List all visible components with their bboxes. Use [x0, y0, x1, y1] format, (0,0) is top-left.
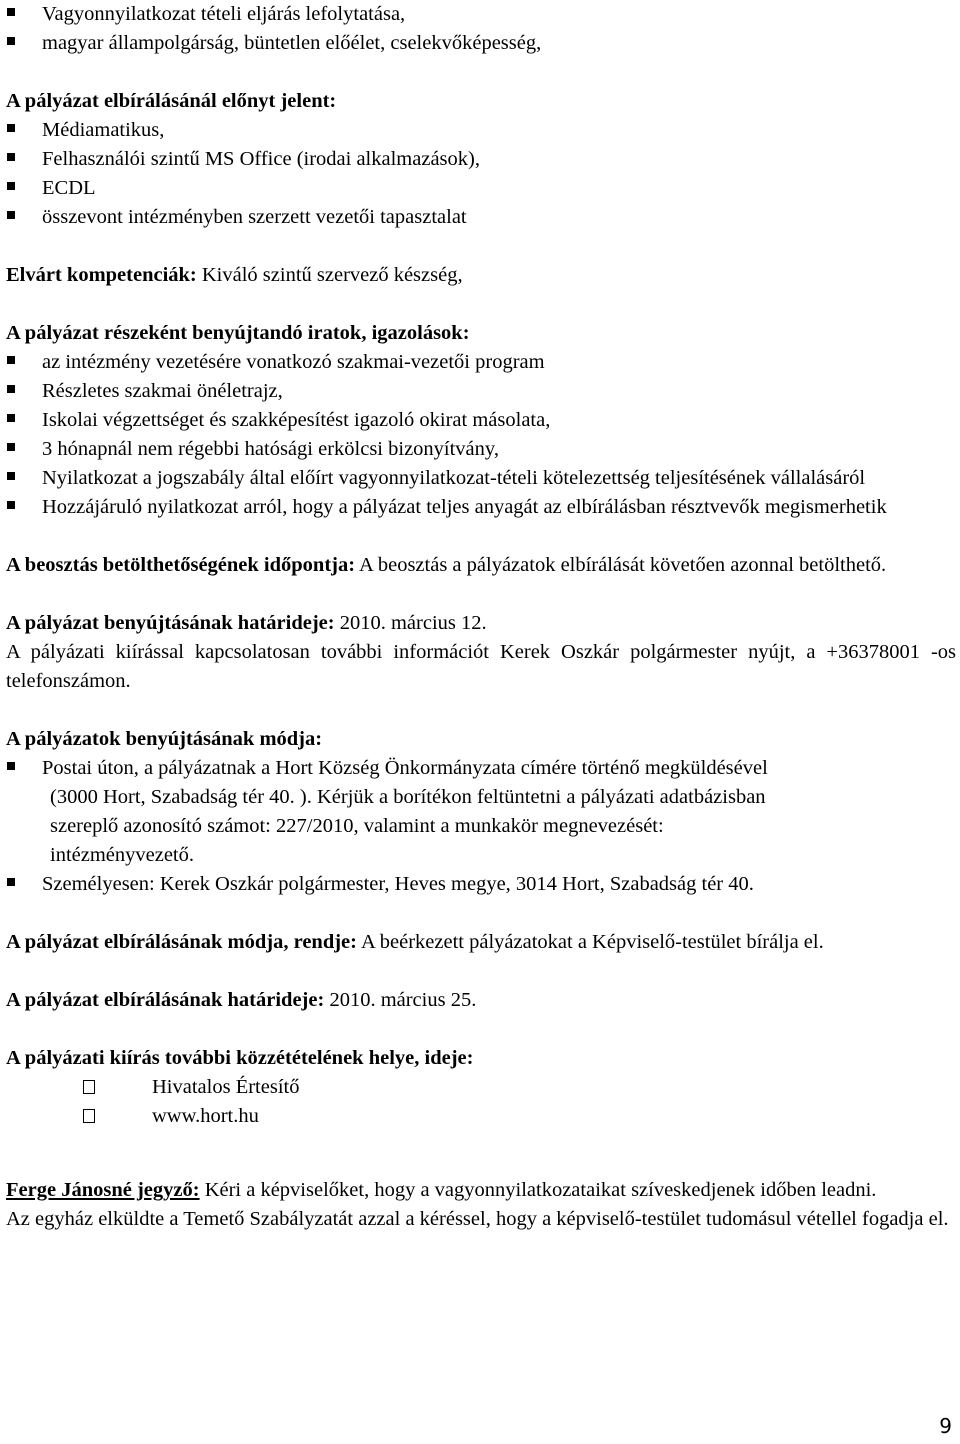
- list-item: Részletes szakmai önéletrajz,: [6, 377, 956, 406]
- list-item: Vagyonnyilatkozat tételi eljárás lefolytatása,: [6, 0, 956, 29]
- bullet-square-icon: [7, 443, 15, 451]
- list-item: összevont intézményben szerzett vezetői tapasztalat: [6, 203, 956, 232]
- notary-paragraph: Ferge Jánosné jegyző: Kéri a képviselőket, hogy a vagyonnyilatkozataikat szíveskedjenek időben leadni.: [6, 1179, 877, 1201]
- bullet-square-icon: [7, 501, 15, 509]
- list-item: 3 hónapnál nem régebbi hatósági erkölcsi bizonyítvány,: [6, 435, 956, 464]
- checkbox-square-icon: [83, 1109, 95, 1123]
- bullet-square-icon: [7, 414, 15, 422]
- bullet-square-icon: [7, 356, 15, 364]
- list-item: www.hort.hu: [6, 1102, 956, 1131]
- page-number: 9: [939, 1414, 952, 1438]
- list-item: ECDL: [6, 174, 956, 203]
- bullet-square-icon: [7, 124, 15, 132]
- competencies-label: Elvárt kompetenciák:: [6, 264, 197, 286]
- deadline-label: A pályázat benyújtásának határideje:: [6, 612, 335, 634]
- documents-heading: A pályázat részeként benyújtandó iratok, igazolások:: [6, 322, 470, 344]
- bullet-square-icon: [7, 8, 15, 16]
- list-item: Postai úton, a pályázatnak a Hort Község Önkormányzata címére történő megküldésével (3000 Hort, Szabadság tér 40. ). Kérjük a borítékon feltüntetni a pályázati adatbázisban szereplő azonosító számot: 227/2010, valamint a munkakör megnevezését: intézményvezető.: [6, 754, 956, 870]
- list-item: Hivatalos Értesítő: [6, 1073, 956, 1102]
- submission-heading: A pályázatok benyújtásának módja:: [6, 728, 323, 750]
- church-paragraph: Az egyház elküldte a Temető Szabályzatát azzal a kéréssel, hogy a képviselő-testület tudomásul vétellel fogadja el.: [6, 1208, 949, 1230]
- evaluation-label: A pályázat elbírálásának módja, rendje:: [6, 931, 357, 953]
- list-item: Felhasználói szintű MS Office (irodai alkalmazások),: [6, 145, 956, 174]
- bullet-square-icon: [7, 385, 15, 393]
- bullet-square-icon: [7, 182, 15, 190]
- deadline-paragraph: A pályázat benyújtásának határideje: 2010. március 12.: [6, 612, 487, 634]
- advantage-heading: A pályázat elbírálásánál előnyt jelent:: [6, 90, 337, 112]
- start-date-label: A beosztás betölthetőségének időpontja:: [6, 554, 356, 576]
- eval-deadline-label: A pályázat elbírálásának határideje:: [6, 989, 325, 1011]
- list-item: az intézmény vezetésére vonatkozó szakmai-vezetői program: [6, 348, 956, 377]
- bullet-square-icon: [7, 37, 15, 45]
- list-item: Médiamatikus,: [6, 116, 956, 145]
- notary-label: Ferge Jánosné jegyző:: [6, 1179, 200, 1201]
- checkbox-square-icon: [83, 1080, 95, 1094]
- document-page: [6, 0, 956, 1234]
- bullet-square-icon: [7, 472, 15, 480]
- list-item: Hozzájáruló nyilatkozat arról, hogy a pályázat teljes anyagát az elbírálásban résztvevők megismerhetik: [6, 493, 956, 522]
- eval-deadline-paragraph: A pályázat elbírálásának határideje: 2010. március 25.: [6, 989, 477, 1011]
- list-item: Iskolai végzettséget és szakképesítést igazoló okirat másolata,: [6, 406, 956, 435]
- info-paragraph: A pályázati kiírással kapcsolatosan további információt Kerek Oszkár polgármester nyújt, a +36378001 -os telefonszámon.: [6, 641, 956, 692]
- bullet-square-icon: [7, 762, 15, 770]
- bullet-square-icon: [7, 878, 15, 886]
- evaluation-paragraph: A pályázat elbírálásának módja, rendje: A beérkezett pályázatokat a Képviselő-testület bírálja el.: [6, 931, 824, 953]
- list-item: magyar állampolgárság, büntetlen előélet, cselekvőképesség,: [6, 29, 956, 58]
- list-item: Személyesen: Kerek Oszkár polgármester, Heves megye, 3014 Hort, Szabadság tér 40.: [6, 870, 956, 899]
- bullet-square-icon: [7, 211, 15, 219]
- list-item: Nyilatkozat a jogszabály által előírt vagyonnyilatkozat-tételi kötelezettség teljesítésének vállalásáról: [6, 464, 956, 493]
- bullet-square-icon: [7, 153, 15, 161]
- competencies-paragraph: Elvárt kompetenciák: Kiváló szintű szervező készség,: [6, 264, 463, 286]
- publication-heading: A pályázati kiírás további közzétételének helye, ideje:: [6, 1047, 474, 1069]
- start-date-paragraph: A beosztás betölthetőségének időpontja: A beosztás a pályázatok elbírálását követően azonnal betölthető.: [6, 554, 887, 576]
